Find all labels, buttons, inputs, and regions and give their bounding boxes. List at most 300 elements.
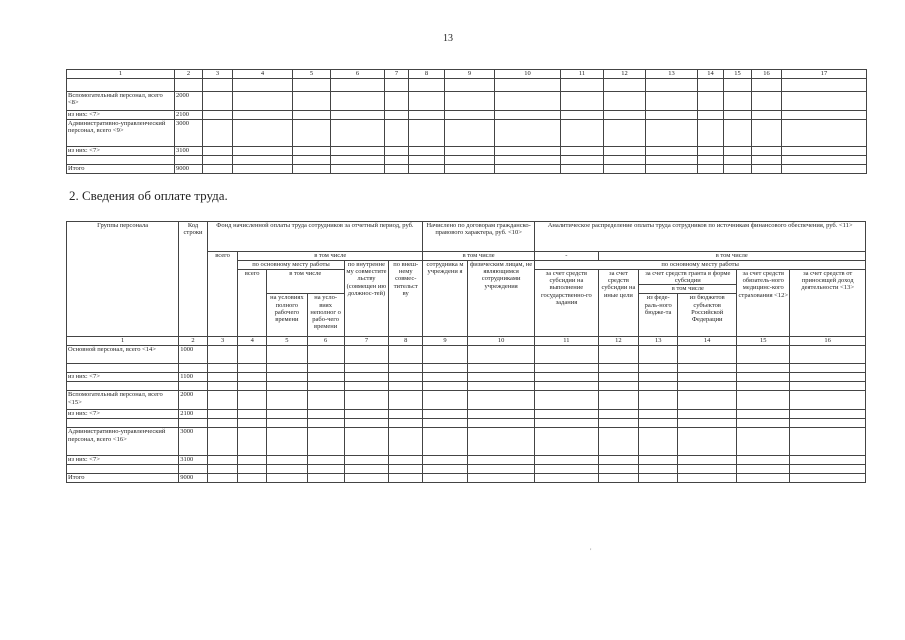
table-cell <box>535 391 598 410</box>
column-number: 4 <box>233 70 293 79</box>
table-cell <box>203 111 233 120</box>
table-cell <box>331 147 385 156</box>
page-number: 13 <box>443 33 453 44</box>
column-number: 12 <box>604 70 646 79</box>
table-cell <box>698 79 724 92</box>
table-cell <box>331 120 385 147</box>
table-cell <box>467 474 534 483</box>
table-cell <box>604 92 646 111</box>
table-cell <box>266 456 307 465</box>
table-cell <box>598 419 639 428</box>
table-cell <box>790 456 866 465</box>
table-cell <box>423 410 468 419</box>
table-cell <box>385 120 409 147</box>
row-label: из них: <7> <box>67 147 175 156</box>
table-cell <box>598 474 639 483</box>
table-cell <box>535 373 598 382</box>
row-code <box>175 79 203 92</box>
column-number: 13 <box>646 70 698 79</box>
table-cell <box>467 410 534 419</box>
table-cell <box>724 120 752 147</box>
table-cell <box>495 92 561 111</box>
table-cell <box>207 364 238 373</box>
table-cell <box>445 156 495 165</box>
row-label <box>67 156 175 165</box>
table-cell <box>646 79 698 92</box>
table-row <box>67 419 866 428</box>
table-cell <box>535 346 598 364</box>
column-number: 14 <box>678 337 737 346</box>
row-code: 1100 <box>179 373 208 382</box>
table-cell <box>678 474 737 483</box>
table-cell <box>782 165 867 174</box>
table-cell <box>344 346 389 364</box>
table-cell <box>495 165 561 174</box>
row-code: 3100 <box>179 456 208 465</box>
table-cell <box>737 456 790 465</box>
table-row <box>67 364 866 373</box>
table-cell <box>238 419 267 428</box>
table-cell <box>266 391 307 410</box>
table-cell <box>344 428 389 456</box>
table-cell <box>646 147 698 156</box>
header-fund: Фонд начисленной оплаты труда сотрудников за отчетный период, руб. <box>207 222 422 252</box>
column-number: 7 <box>344 337 389 346</box>
row-code: 2100 <box>179 410 208 419</box>
table-cell <box>238 410 267 419</box>
table-cell <box>737 382 790 391</box>
table-row <box>67 373 866 382</box>
table-cell <box>698 120 724 147</box>
table-cell <box>385 156 409 165</box>
row-code <box>179 364 208 373</box>
column-number: 14 <box>698 70 724 79</box>
table-cell <box>266 346 307 364</box>
table-cell <box>331 92 385 111</box>
table-cell <box>266 364 307 373</box>
row-label: из них: <7> <box>67 111 175 120</box>
column-number: 15 <box>737 337 790 346</box>
table-row <box>67 410 866 419</box>
table-cell <box>238 382 267 391</box>
table-cell <box>752 120 782 147</box>
table-cell <box>737 428 790 456</box>
table-cell <box>737 373 790 382</box>
table-cell <box>678 465 737 474</box>
row-label: Административно-управленческий персонал, всего <16> <box>67 428 179 456</box>
table-cell <box>307 346 344 364</box>
column-number: 5 <box>266 337 307 346</box>
table-cell <box>646 111 698 120</box>
table-cell <box>423 419 468 428</box>
header-individuals: физическим лицам, не являющимся сотрудниками учреждения <box>467 261 534 337</box>
table-cell <box>445 165 495 174</box>
column-number: 8 <box>389 337 423 346</box>
table-cell <box>344 382 389 391</box>
table-cell <box>646 120 698 147</box>
table-cell <box>782 111 867 120</box>
table-cell <box>344 474 389 483</box>
table-cell <box>207 391 238 410</box>
row-label <box>67 79 175 92</box>
table-cell <box>238 456 267 465</box>
table-cell <box>561 111 604 120</box>
table-cell <box>598 456 639 465</box>
column-number: 16 <box>790 337 866 346</box>
table-cell <box>207 419 238 428</box>
table-row <box>67 120 867 147</box>
header-incl-4: в том числе <box>266 270 344 294</box>
table-cell <box>409 92 445 111</box>
table-cell <box>790 410 866 419</box>
table-cell <box>385 147 409 156</box>
table-cell <box>495 111 561 120</box>
table-cell <box>639 364 678 373</box>
header-subsidy-other: за счет средств субсидии на иные цели <box>598 270 639 337</box>
row-label <box>67 364 179 373</box>
column-number: 10 <box>467 337 534 346</box>
table-cell <box>293 156 331 165</box>
table-cell <box>238 474 267 483</box>
table-cell <box>535 419 598 428</box>
table-cell <box>698 147 724 156</box>
table-cell <box>646 92 698 111</box>
table-cell <box>445 120 495 147</box>
table-cell <box>409 111 445 120</box>
table-cell <box>535 428 598 456</box>
column-number: 7 <box>385 70 409 79</box>
table-cell <box>344 373 389 382</box>
table-cell <box>678 373 737 382</box>
row-label <box>67 382 179 391</box>
table-cell <box>782 156 867 165</box>
table-cell <box>737 346 790 364</box>
table-cell <box>203 120 233 147</box>
table-cell <box>467 456 534 465</box>
table-cell <box>724 111 752 120</box>
table-cell <box>389 456 423 465</box>
staff-table-continued <box>66 69 867 174</box>
table-cell <box>238 346 267 364</box>
table-cell <box>535 456 598 465</box>
table-cell <box>604 120 646 147</box>
table-cell <box>266 410 307 419</box>
table-cell <box>238 364 267 373</box>
table-cell <box>207 346 238 364</box>
column-number: 12 <box>598 337 639 346</box>
table-cell <box>639 428 678 456</box>
table-cell <box>752 156 782 165</box>
row-label: Вспомогательный персонал, всего <8> <box>67 92 175 111</box>
header-incl-5: в том числе <box>639 285 737 294</box>
table-cell <box>790 364 866 373</box>
header-total-2: всего <box>238 270 267 337</box>
table-cell <box>467 373 534 382</box>
table-cell <box>790 391 866 410</box>
table-cell <box>790 428 866 456</box>
table-cell <box>238 428 267 456</box>
table-cell <box>737 465 790 474</box>
row-code: 9000 <box>179 474 208 483</box>
table-cell <box>737 410 790 419</box>
row-code <box>179 465 208 474</box>
row-label: из них: <7> <box>67 456 179 465</box>
table-cell <box>203 147 233 156</box>
table-cell <box>639 346 678 364</box>
table-cell <box>423 364 468 373</box>
section-title: 2. Сведения об оплате труда. <box>69 188 228 203</box>
header-federal: из феде-раль-ного бюдже-та <box>639 294 678 337</box>
table-cell <box>790 373 866 382</box>
table-cell <box>790 465 866 474</box>
row-code: 2100 <box>175 111 203 120</box>
table-cell <box>331 165 385 174</box>
column-number: 16 <box>752 70 782 79</box>
table-cell <box>207 410 238 419</box>
table-cell <box>207 382 238 391</box>
table-cell <box>389 419 423 428</box>
table-cell <box>389 465 423 474</box>
table-cell <box>495 147 561 156</box>
table-cell <box>307 465 344 474</box>
table-cell <box>604 147 646 156</box>
row-label: Итого <box>67 165 175 174</box>
table-cell <box>344 391 389 410</box>
table-cell <box>678 346 737 364</box>
table-cell <box>598 410 639 419</box>
table-cell <box>752 92 782 111</box>
table-cell <box>535 474 598 483</box>
table-cell <box>389 410 423 419</box>
row-label <box>67 465 179 474</box>
table-cell <box>307 456 344 465</box>
table-cell <box>331 156 385 165</box>
table-cell <box>344 456 389 465</box>
header-dash: - <box>535 252 598 261</box>
footer-mark: , <box>590 545 592 551</box>
table-cell <box>445 92 495 111</box>
table-cell <box>561 147 604 156</box>
table-cell <box>639 474 678 483</box>
table-cell <box>790 382 866 391</box>
table-cell <box>344 410 389 419</box>
table-cell <box>535 465 598 474</box>
table-cell <box>409 165 445 174</box>
table-cell <box>678 456 737 465</box>
column-number: 10 <box>495 70 561 79</box>
column-number: 2 <box>175 70 203 79</box>
table-cell <box>445 111 495 120</box>
header-total: всего <box>207 252 238 337</box>
table-cell <box>604 156 646 165</box>
table-cell <box>561 92 604 111</box>
table-cell <box>385 111 409 120</box>
row-label: Итого <box>67 474 179 483</box>
table-cell <box>233 111 293 120</box>
column-number: 13 <box>639 337 678 346</box>
table-cell <box>646 156 698 165</box>
table-cell <box>409 120 445 147</box>
table-cell <box>266 373 307 382</box>
table-cell <box>293 79 331 92</box>
row-code: 3100 <box>175 147 203 156</box>
table-cell <box>598 391 639 410</box>
table-cell <box>385 165 409 174</box>
header-income: за счет средств от приносящей доход деятельности <13> <box>790 270 866 337</box>
column-number-row <box>67 337 866 346</box>
table-cell <box>423 465 468 474</box>
table-row <box>67 465 866 474</box>
table-cell <box>678 419 737 428</box>
table-cell <box>495 156 561 165</box>
table-cell <box>678 391 737 410</box>
table-cell <box>203 92 233 111</box>
table-cell <box>724 165 752 174</box>
table-row <box>67 156 867 165</box>
table-cell <box>467 419 534 428</box>
table-cell <box>724 147 752 156</box>
row-label: Административно-управленческий персонал, всего <9> <box>67 120 175 147</box>
table-cell <box>598 382 639 391</box>
column-number: 6 <box>307 337 344 346</box>
table-cell <box>598 346 639 364</box>
row-label: Основной персонал, всего <14> <box>67 346 179 364</box>
table-row <box>67 165 867 174</box>
header-subsidy-task: за счет средств субсидии на выполнение государственно-го задания <box>535 270 598 337</box>
table-cell <box>698 165 724 174</box>
column-number: 3 <box>207 337 238 346</box>
table-row <box>67 391 866 410</box>
table-cell <box>737 419 790 428</box>
row-code: 2000 <box>175 92 203 111</box>
table-cell <box>293 111 331 120</box>
table-cell <box>467 382 534 391</box>
table-cell <box>790 419 866 428</box>
table-cell <box>790 346 866 364</box>
table-row <box>67 147 867 156</box>
table-cell <box>639 410 678 419</box>
table-cell <box>307 391 344 410</box>
table-cell <box>238 465 267 474</box>
table-cell <box>331 111 385 120</box>
table-cell <box>604 165 646 174</box>
table-cell <box>467 364 534 373</box>
table-cell <box>233 79 293 92</box>
table-cell <box>737 391 790 410</box>
table-cell <box>445 147 495 156</box>
table-cell <box>385 92 409 111</box>
table-cell <box>646 165 698 174</box>
column-number: 4 <box>238 337 267 346</box>
column-number: 6 <box>331 70 385 79</box>
table-cell <box>467 428 534 456</box>
row-code: 9000 <box>175 165 203 174</box>
table-cell <box>639 382 678 391</box>
table-cell <box>423 456 468 465</box>
header-subjects: из бюджетов субъектов Российской Федерации <box>678 294 737 337</box>
table-cell <box>495 79 561 92</box>
table-cell <box>598 428 639 456</box>
table-cell <box>207 474 238 483</box>
header-analytic: Аналитическое распределение оплаты труда сотрудников по источникам финансового обеспечения, руб. <11> <box>535 222 866 252</box>
table-cell <box>409 147 445 156</box>
table-cell <box>344 419 389 428</box>
table-cell <box>678 410 737 419</box>
table-cell <box>423 428 468 456</box>
table-cell <box>737 364 790 373</box>
table-cell <box>724 79 752 92</box>
header-code: Код строки <box>179 222 208 337</box>
table-row <box>67 111 867 120</box>
table-cell <box>203 79 233 92</box>
column-number: 8 <box>409 70 445 79</box>
header-incl: в том числе <box>238 252 423 261</box>
table-cell <box>698 111 724 120</box>
table-cell <box>266 419 307 428</box>
row-code <box>179 382 208 391</box>
table-cell <box>307 373 344 382</box>
header-incl-3: в том числе <box>598 252 865 261</box>
table-cell <box>344 465 389 474</box>
table-cell <box>293 165 331 174</box>
header-full-time: на условиях полного рабочего времени <box>266 294 307 337</box>
table-cell <box>678 428 737 456</box>
table-cell <box>307 364 344 373</box>
table-row <box>67 79 867 92</box>
table-row <box>67 456 866 465</box>
column-number-row <box>67 70 867 79</box>
table-cell <box>561 165 604 174</box>
table-cell <box>790 474 866 483</box>
table-cell <box>266 465 307 474</box>
table-cell <box>266 428 307 456</box>
table-cell <box>639 419 678 428</box>
column-number: 9 <box>445 70 495 79</box>
row-label: Вспомогательный персонал, всего <15> <box>67 391 179 410</box>
column-number: 11 <box>535 337 598 346</box>
table-row <box>67 92 867 111</box>
table-cell <box>561 79 604 92</box>
table-cell <box>409 156 445 165</box>
table-cell <box>207 373 238 382</box>
header-oms: за счет средств обязатель-ного медицинс-кого страхования <12> <box>737 270 790 337</box>
table-cell <box>238 373 267 382</box>
table-cell <box>467 391 534 410</box>
row-code: 3000 <box>175 120 203 147</box>
header-main-place-2: по основному месту работы <box>535 261 866 270</box>
table-cell <box>207 428 238 456</box>
table-cell <box>782 79 867 92</box>
table-cell <box>445 79 495 92</box>
header-main-place: по основному месту работы <box>238 261 344 270</box>
table-cell <box>307 410 344 419</box>
table-cell <box>203 156 233 165</box>
table-cell <box>752 165 782 174</box>
column-number: 3 <box>203 70 233 79</box>
table-cell <box>389 474 423 483</box>
table-row <box>67 346 866 364</box>
table-cell <box>698 92 724 111</box>
table-cell <box>233 156 293 165</box>
table-cell <box>307 428 344 456</box>
table-cell <box>598 364 639 373</box>
table-cell <box>293 120 331 147</box>
table-cell <box>752 147 782 156</box>
header-incl-2: в том числе <box>423 252 535 261</box>
row-label: из них: <7> <box>67 373 179 382</box>
table-cell <box>782 147 867 156</box>
column-number: 5 <box>293 70 331 79</box>
